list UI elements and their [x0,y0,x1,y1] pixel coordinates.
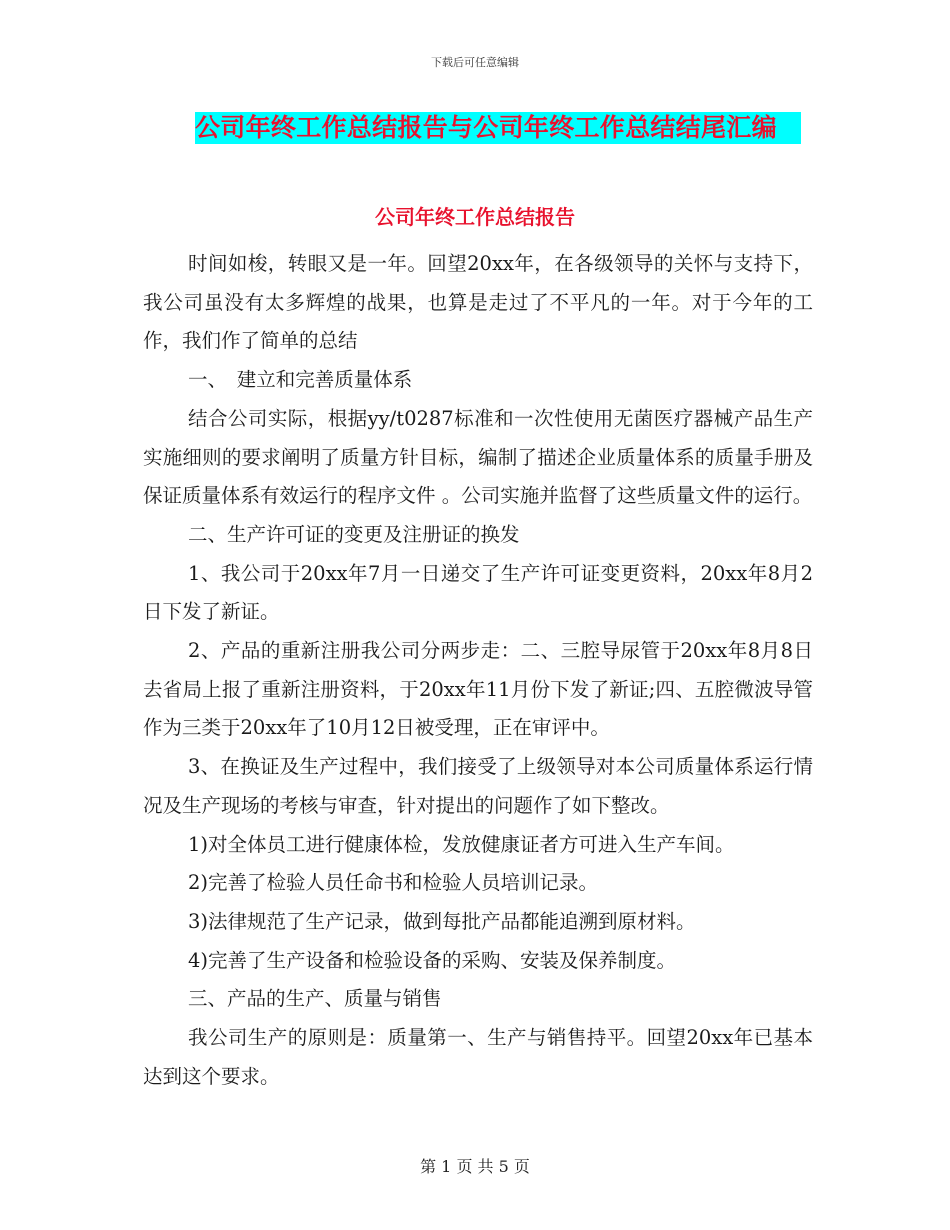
sub-item-4: 4)完善了生产设备和检验设备的采购、安装及保养制度。 [188,948,677,972]
heading-quality-system: 一、 建立和完善质量体系 [188,368,413,392]
header-note: 下载后可任意编辑 [431,56,519,69]
list-item-license-1: 1、我公司于20xx年7月一日递交了生产许可证变更资料，20xx年8月2日下发了新证。 [143,561,813,624]
paragraph-quality-system: 结合公司实际，根据yy/t0287标准和一次性使用无菌医疗器械产品生产实施细则的要求阐明了质量方针目标，编制了描述企业质量体系的质量手册及保证质量体系有效运行的程序文件 。公司实施并监督了这些质量文件的运行。 [143,406,813,508]
paragraph-production-sales: 我公司生产的原则是：质量第一、生产与销售持平。回望20xx年已基本达到这个要求。 [143,1026,813,1088]
list-item-license-3: 3、在换证及生产过程中，我们接受了上级领导对本公司质量体系运行情况及生产现场的考核与审查，针对提出的问题作了如下整改。 [143,755,813,817]
list-item-license-2: 2、产品的重新注册我公司分两步走：二、三腔导尿管于20xx年8月8日去省局上报了重新注册资料，于20xx年11月份下发了新证;四、五腔微波导管作为三类于20xx年了10月12日被受理，正在审评中。 [143,639,813,740]
heading-license-change: 二、生产许可证的变更及注册证的换发 [188,522,520,546]
section-title: 公司年终工作总结报告 [375,205,575,229]
heading-production-sales: 三、产品的生产、质量与销售 [188,987,442,1011]
sub-item-1: 1)对全体员工进行健康体检，发放健康证者方可进入生产车间。 [188,832,735,856]
paragraph-intro: 时间如梭，转眼又是一年。回望20xx年，在各级领导的关怀与支持下，我公司虽没有太多辉煌的战果，也算是走过了不平凡的一年。对于今年的工作，我们作了简单的总结 [143,252,813,353]
sub-item-2: 2)完善了检验人员任命书和检验人员培训记录。 [188,871,599,895]
page-number-footer: 第 1 页 共 5 页 [420,1157,530,1176]
document-body [143,245,813,1096]
document-title: 公司年终工作总结报告与公司年终工作总结结尾汇编 [195,112,801,144]
sub-item-3: 3)法律规范了生产记录，做到每批产品都能追溯到原材料。 [188,909,696,933]
